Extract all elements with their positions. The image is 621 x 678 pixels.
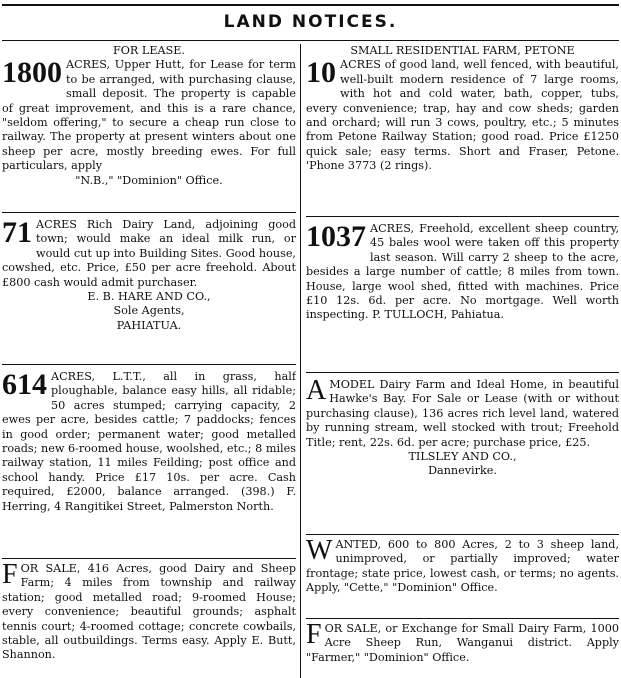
section-header	[0, 0, 621, 44]
notice-text: ACRES Rich Dairy Land, adjoining good town; would make an ideal milk run, or would cut up into Building Sites. Good house, cowshed, etc. Price, £50 per acre freehold. About £800 cash would admit purchaser.	[2, 218, 296, 289]
lead-acreage: 10	[306, 56, 336, 90]
agent-role: Sole Agents,	[113, 304, 185, 318]
lead-acreage: 614	[2, 370, 47, 401]
notice-separator	[306, 534, 619, 535]
notice-separator	[2, 212, 296, 213]
left-column	[2, 44, 296, 678]
notice-separator	[2, 558, 296, 559]
notice-body	[2, 562, 296, 663]
right-column	[306, 44, 619, 678]
notice-text: ACRES, Freehold, excellent sheep country, 45 bales wool were taken off this property last season. Will carry 2 sheep to the acre, besides a large number of cattle; 8 miles from town. House, large wool shed, fitted with machines. Price £10 12s. 6d. per acre. No mortgage. Well worth inspecting. P. TULLOCH, Pahiatua.	[306, 222, 619, 322]
notice-body	[2, 58, 296, 173]
notice-text: OR SALE, or Exchange for Small Dairy Farm, 1000 Acre Sheep Run, Wanganui district. Apply "Farmer," "Dominion" Office.	[306, 622, 619, 664]
notice-text: ANTED, 600 to 800 Acres, 2 to 3 sheep land, unimproved, or partially improved; water frontage; state price, lowest cash, or terms; no agents. Apply, "Cette," "Dominion" Office.	[306, 538, 619, 595]
notice-separator	[2, 364, 296, 365]
agent-place: Dannevirke.	[428, 464, 497, 478]
notice-body	[306, 378, 619, 450]
drop-initial: F	[2, 562, 18, 590]
drop-initial: F	[306, 622, 322, 650]
notice-text: MODEL Dairy Farm and Ideal Home, in beautiful Hawke's Bay. For Sale or Lease (with or without purchasing clause), 136 acres rich level land, watered by running stream, well stocked with trout; Freehold Title; rent, 22s. 6d. per acre; purchase price, £25.	[306, 378, 619, 449]
notice-separator	[306, 372, 619, 373]
notice-text: ACRES of good land, well fenced, with beautiful, well-built modern residence of 7 large rooms, with hot and cold water, bath, copper, tubs, every convenience; trap, hay and cow sheds; garden and orchard; will run 3 cows, poultry, etc.; 5 minutes from Petone Railway Station; good road. Price £1250 quick sale; easy terms. Short and Fraser, Petone. 'Phone 3773 (2 rings).	[306, 58, 619, 173]
notice-body	[2, 218, 296, 290]
notice-lease-upper-hutt	[2, 44, 296, 210]
notice-exchange	[306, 622, 619, 678]
section-title: LAND NOTICES.	[223, 12, 398, 32]
lead-acreage: 1037	[306, 222, 366, 253]
notice-body	[2, 370, 296, 514]
agent-name: TILSLEY AND CO.,	[408, 450, 517, 464]
notice-body	[306, 622, 619, 665]
notice-wanted	[306, 538, 619, 616]
notice-petone-farm	[306, 44, 619, 214]
notice-freehold-1037	[306, 222, 619, 370]
notice-separator	[306, 216, 619, 217]
agent-name: E. B. HARE AND CO.,	[87, 290, 211, 304]
notice-separator	[306, 618, 619, 619]
lead-acreage: 71	[2, 218, 32, 249]
notice-body	[306, 58, 619, 173]
notice-model-dairy-farm	[306, 378, 619, 538]
notice-heading: SMALL RESIDENTIAL FARM, PETONE	[350, 44, 575, 57]
notice-text: OR SALE, 416 Acres, good Dairy and Sheep Farm; 4 miles from township and railway station; good metalled road; 9-roomed House; every convenience; beautiful grounds; asphalt tennis court; 4-roomed cottage; concrete cowbails, stable, all outbuildings. Terms easy. Apply E. Butt, Shannon.	[2, 562, 296, 662]
notice-signature: "N.B.," "Dominion" Office.	[75, 173, 223, 187]
drop-initial: W	[306, 538, 333, 566]
drop-initial: A	[306, 378, 327, 406]
agent-place: PAHIATUA.	[116, 318, 182, 332]
notice-ltt-614	[2, 370, 296, 560]
notice-text: ACRES, Upper Hutt, for Lease for term to be arranged, with purchasing clause, small deposit. The property is capable of great improvement, and this is a rare chance, "seldom offering," to secure a cheap run close to railway. The property at present winters about one sheep per acre, mostly breeding ewes. For full particulars, apply	[2, 58, 296, 173]
notice-text: ACRES, L.T.T., all in grass, half ploughable, balance easy hills, all ridable; 50 acres stumped; carrying capacity, 2 ewes per acre, besides cattle; 7 paddocks; fences in good order; permanent water; good metalled roads; new 6-roomed house, woolshed, etc.; 8 miles railway station, 11 miles Feilding; post office and school handy. Price £17 10s. per acre. Cash required, £2000, balance arranged. (398.) F. Herring, 4 Rangitikei Street, Palmerston North.	[2, 370, 296, 513]
header-bottom-rule	[2, 40, 619, 41]
notice-body	[306, 538, 619, 596]
column-divider	[300, 44, 301, 678]
notice-body	[306, 222, 619, 323]
lead-acreage: 1800	[2, 56, 62, 90]
header-top-rule	[2, 4, 619, 6]
notice-heading: FOR LEASE.	[113, 44, 185, 57]
notice-sale-416	[2, 562, 296, 678]
